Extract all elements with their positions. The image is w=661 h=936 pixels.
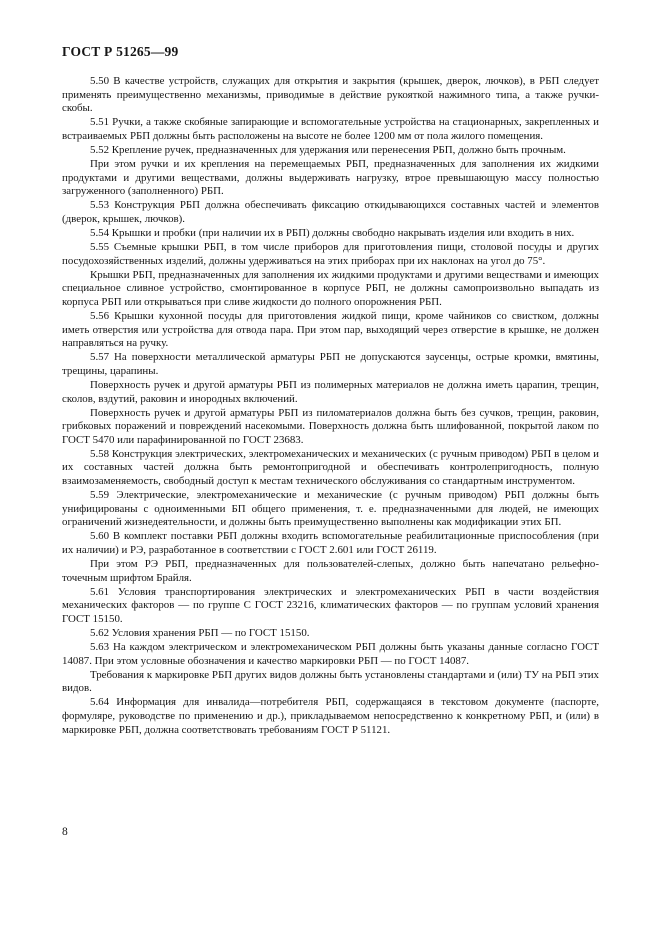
paragraph-5-52-cont: При этом ручки и их крепления на перемещаемых РБП, предназначенных для заполнения их жидкими продуктами и другими веществами, должны выдерживать нагрузку, втрое превышающую массу полностью загруженного (заполненного) РБП.: [62, 158, 599, 198]
paragraph-5-50: 5.50 В качестве устройств, служащих для открытия и закрытия (крышек, дверок, лючков), в РБП следует применять преимущественно механизмы, приводимые в действие рукояткой нажимного типа, а также ручки-скобы.: [62, 75, 599, 115]
paragraph-5-60: 5.60 В комплект поставки РБП должны входить вспомогательные реабилитационные приспособления (при их наличии) и РЭ, разработанное в соответствии с ГОСТ 2.601 или ГОСТ 26119.: [62, 530, 599, 556]
paragraph-5-60-cont: При этом РЭ РБП, предназначенных для пользователей-слепых, должно быть напечатано рельефно-точечным шрифтом Брайля.: [62, 558, 599, 584]
paragraph-5-51: 5.51 Ручки, а также скобяные запирающие и вспомогательные устройства на стационарных, закрепленных и встраиваемых РБП должны быть расположены на высоте не более 1200 мм от пола жилого помещения.: [62, 116, 599, 142]
paragraph-5-57-wood: Поверхность ручек и другой арматуры РБП из пиломатериалов должна быть без сучков, трещин, раковин, грибковых поражений и повреждений насекомыми. Поверхность должна быть шлифованной, покрытой лаком по ГОСТ 5470 или парафинированной по ГОСТ 23683.: [62, 406, 599, 446]
paragraph-5-56: 5.56 Крышки кухонной посуды для приготовления жидкой пищи, кроме чайников со свистком, должны иметь отверстия или устройства для отвода пара. При этом пар, выходящий через отверстие в крышке, не должен направляться на ручку.: [62, 310, 599, 350]
paragraph-5-55-cont: Крышки РБП, предназначенных для заполнения их жидкими продуктами и другими веществами и имеющих специальное сливное устройство, смонтированное в корпусе РБП, не должны самопроизвольно выпадать из корпуса РБП или открываться при сливе жидкости до полного опорожнения РБП.: [62, 268, 599, 308]
paragraph-5-57: 5.57 На поверхности металлической арматуры РБП не допускаются заусенцы, острые кромки, вмятины, трещины, царапины.: [62, 351, 599, 377]
standard-header: ГОСТ Р 51265—99: [62, 44, 179, 59]
paragraph-5-52: 5.52 Крепление ручек, предназначенных для удержания или перенесения РБП, должно быть прочным.: [90, 143, 566, 156]
paragraph-5-58: 5.58 Конструкция электрических, электромеханических и механических (с ручным приводом) РБП в целом и их составных частей должна быть ремонтопригодной и обеспечивать контролепригодность, полную взаимозаменяемость, свободный доступ к местам технического обслуживания со стандартным инструментом.: [62, 447, 599, 487]
paragraph-5-59: 5.59 Электрические, электромеханические и механические (с ручным приводом) РБП должны быть унифицированы с одноименными БП общего применения, т. е. предназначенными для людей, не имеющих ограничений жизнедеятельности, и должны быть преимущественно выполнены как модификации этих БП.: [62, 489, 599, 529]
paragraph-5-63: 5.63 На каждом электрическом и электромеханическом РБП должны быть указаны данные согласно ГОСТ 14087. При этом условные обозначения и качество маркировки РБП — по ГОСТ 14087.: [62, 641, 599, 667]
document-body: [62, 75, 599, 738]
paragraph-5-64: 5.64 Информация для инвалида—потребителя РБП, содержащаяся в текстовом документе (паспорте, формуляре, руководстве по применению и др.), прикладываемом непосредственно к конкретному РБП, и (или) в маркировке РБП, должна соответствовать требованиям ГОСТ Р 51121.: [62, 696, 599, 736]
paragraph-5-55: 5.55 Съемные крышки РБП, в том числе приборов для приготовления пищи, столовой посуды и других посудохозяйственных изделий, должны удерживаться на этих приборах при их наклонах на угол до 75°.: [62, 241, 599, 267]
paragraph-5-63-cont: Требования к маркировке РБП других видов должны быть установлены стандартами и (или) ТУ на РБП этих видов.: [62, 668, 599, 695]
paragraph-5-62: 5.62 Условия хранения РБП — по ГОСТ 15150.: [90, 626, 310, 639]
paragraph-5-61: 5.61 Условия транспортирования электрических и электромеханических РБП в части воздействия механических факторов — по группе С ГОСТ 23216, климатических факторов — по группам условий хранения ГОСТ 15150.: [62, 585, 599, 625]
paragraph-5-57-polymer: Поверхность ручек и другой арматуры РБП из полимерных материалов не должна иметь царапин, трещин, сколов, вздутий, раковин и инородных включений.: [62, 378, 599, 405]
paragraph-5-53: 5.53 Конструкция РБП должна обеспечивать фиксацию откидывающихся составных частей и элементов (дверок, крышек, лючков).: [62, 199, 599, 225]
page-number: 8: [62, 826, 68, 838]
paragraph-5-54: 5.54 Крышки и пробки (при наличии их в РБП) должны свободно накрывать изделия или входить в них.: [90, 226, 575, 239]
